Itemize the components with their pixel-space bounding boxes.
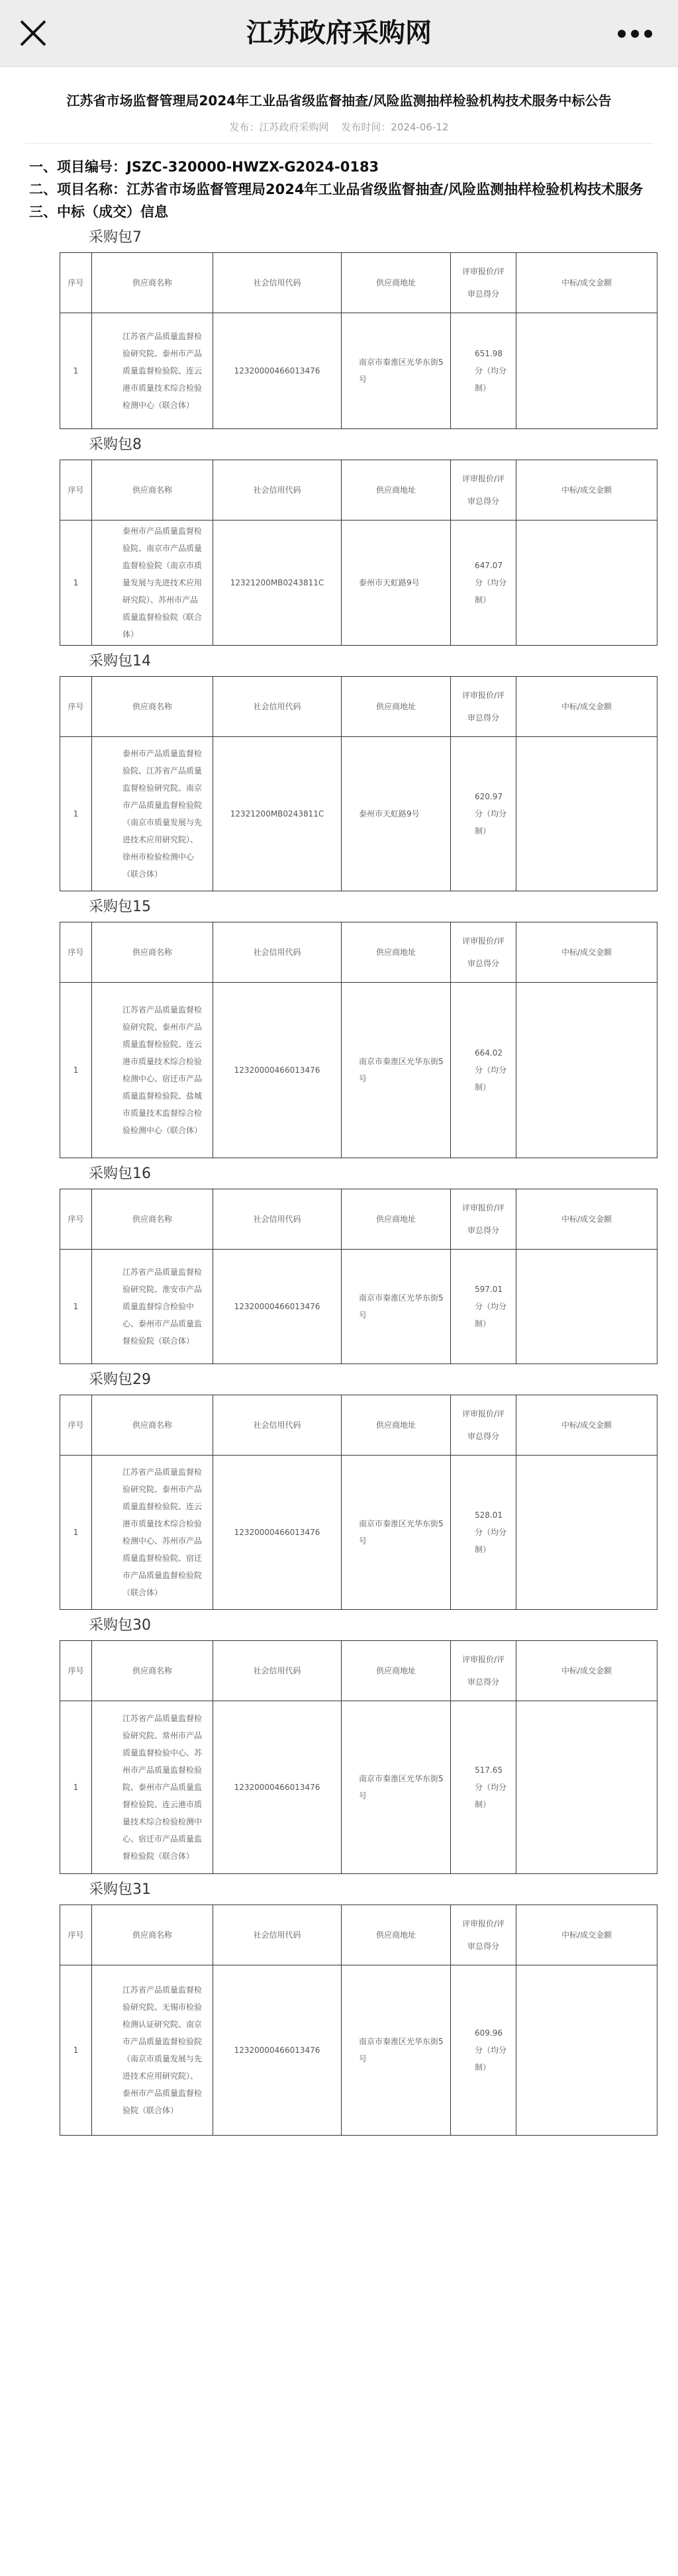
package-block xyxy=(25,897,653,1158)
top-bar xyxy=(0,0,678,67)
header-credit-code: 社会信用代码 xyxy=(213,253,342,313)
cell-amount xyxy=(516,1965,657,2136)
cell-address: 南京市秦淮区光华东街5号 xyxy=(342,1701,451,1874)
cell-no: 1 xyxy=(60,1965,92,2136)
article-title: 江苏省市场监督管理局2024年工业品省级监督抽查/风险监测抽样检验机构技术服务中标公告 xyxy=(66,93,612,109)
article xyxy=(0,91,678,2136)
cell-credit-code: 12320000466013476 xyxy=(213,1701,342,1874)
header-amount: 中标/成交金额 xyxy=(516,253,657,313)
header-amount: 中标/成交金额 xyxy=(516,1189,657,1250)
cell-credit-code: 12320000466013476 xyxy=(213,313,342,429)
package-block xyxy=(25,1164,653,1364)
table-row xyxy=(60,983,657,1158)
header-no: 序号 xyxy=(60,1905,92,1965)
header-address: 供应商地址 xyxy=(342,253,451,313)
table-row xyxy=(60,1965,657,2136)
table-row xyxy=(60,1250,657,1364)
cell-score: 651.98分（均分制） xyxy=(451,313,516,429)
cell-supplier: 江苏省产品质量监督检验研究院、常州市产品质量监督检验中心、苏州市产品质量监督检验院、泰州市产品质量监督检验院、连云港市质量技术综合检验检测中心、宿迁市产品质量监督检验院（联合体） xyxy=(92,1701,213,1874)
cell-amount xyxy=(516,1456,657,1610)
package-block xyxy=(25,227,653,429)
package-table xyxy=(60,1905,657,2136)
header-amount: 中标/成交金额 xyxy=(516,1905,657,1965)
cell-supplier: 江苏省产品质量监督检验研究院、泰州市产品质量监督检验院、连云港市质量技术综合检验检测中心、苏州市产品质量监督检验院、宿迁市产品质量监督检验院（联合体） xyxy=(92,1456,213,1610)
table-row xyxy=(60,1456,657,1610)
publish-time: 发布时间：2024-06-12 xyxy=(341,121,449,133)
header-score: 评审报价/评审总得分 xyxy=(451,1641,516,1701)
divider xyxy=(25,143,653,144)
header-amount: 中标/成交金额 xyxy=(516,460,657,520)
header-address: 供应商地址 xyxy=(342,460,451,520)
cell-credit-code: 12320000466013476 xyxy=(213,983,342,1158)
cell-score: 647.07分（均分制） xyxy=(451,520,516,646)
header-supplier: 供应商名称 xyxy=(92,1395,213,1456)
cell-no: 1 xyxy=(60,520,92,646)
header-credit-code: 社会信用代码 xyxy=(213,1189,342,1250)
package-block xyxy=(25,1615,653,1874)
header-score: 评审报价/评审总得分 xyxy=(451,1395,516,1456)
header-no: 序号 xyxy=(60,460,92,520)
header-credit-code: 社会信用代码 xyxy=(213,922,342,983)
header-credit-code: 社会信用代码 xyxy=(213,1641,342,1701)
cell-no: 1 xyxy=(60,313,92,429)
table-header-row xyxy=(60,253,657,313)
header-address: 供应商地址 xyxy=(342,1641,451,1701)
header-no: 序号 xyxy=(60,1395,92,1456)
cell-supplier: 泰州市产品质量监督检验院、江苏省产品质量监督检验研究院、南京市产品质量监督检验院（南京市质量发展与先进技术应用研究院）、徐州市检验检测中心（联合体） xyxy=(92,737,213,891)
header-score: 评审报价/评审总得分 xyxy=(451,1905,516,1965)
cell-address: 泰州市天虹路9号 xyxy=(342,520,451,646)
cell-no: 1 xyxy=(60,983,92,1158)
article-meta xyxy=(25,120,653,134)
cell-credit-code: 12320000466013476 xyxy=(213,1456,342,1610)
cell-address: 南京市秦淮区光华东街5号 xyxy=(342,1250,451,1364)
header-amount: 中标/成交金额 xyxy=(516,677,657,737)
header-amount: 中标/成交金额 xyxy=(516,1395,657,1456)
cell-no: 1 xyxy=(60,1456,92,1610)
package-label: 采购包30 xyxy=(89,1617,151,1634)
package-label: 采购包8 xyxy=(89,436,142,453)
table-header-row xyxy=(60,677,657,737)
table-header-row xyxy=(60,1395,657,1456)
cell-address: 南京市秦淮区光华东街5号 xyxy=(342,1456,451,1610)
publisher: 发布：江苏政府采购网 xyxy=(229,121,329,133)
package-table xyxy=(60,460,657,646)
cell-amount xyxy=(516,313,657,429)
header-supplier: 供应商名称 xyxy=(92,1189,213,1250)
header-credit-code: 社会信用代码 xyxy=(213,1905,342,1965)
cell-amount xyxy=(516,520,657,646)
package-label: 采购包14 xyxy=(89,653,151,669)
cell-amount xyxy=(516,737,657,891)
header-address: 供应商地址 xyxy=(342,1395,451,1456)
package-label: 采购包31 xyxy=(89,1881,151,1898)
packages-container xyxy=(25,227,653,2136)
header-score: 评审报价/评审总得分 xyxy=(451,460,516,520)
cell-supplier: 江苏省产品质量监督检验研究院、泰州市产品质量监督检验院、连云港市质量技术综合检验检测中心（联合体） xyxy=(92,313,213,429)
table-row xyxy=(60,520,657,646)
cell-score: 517.65分（均分制） xyxy=(451,1701,516,1874)
package-table xyxy=(60,676,657,891)
cell-amount xyxy=(516,983,657,1158)
package-label: 采购包16 xyxy=(89,1165,151,1182)
cell-credit-code: 12320000466013476 xyxy=(213,1250,342,1364)
package-label: 采购包7 xyxy=(89,229,142,246)
table-header-row xyxy=(60,1189,657,1250)
cell-address: 南京市秦淮区光华东街5号 xyxy=(342,983,451,1158)
table-header-row xyxy=(60,922,657,983)
header-no: 序号 xyxy=(60,253,92,313)
cell-amount xyxy=(516,1250,657,1364)
package-table xyxy=(60,252,657,429)
header-credit-code: 社会信用代码 xyxy=(213,460,342,520)
header-supplier: 供应商名称 xyxy=(92,922,213,983)
table-header-row xyxy=(60,460,657,520)
header-supplier: 供应商名称 xyxy=(92,677,213,737)
package-label: 采购包29 xyxy=(89,1371,151,1388)
header-address: 供应商地址 xyxy=(342,1189,451,1250)
header-no: 序号 xyxy=(60,677,92,737)
header-amount: 中标/成交金额 xyxy=(516,1641,657,1701)
cell-credit-code: 12321200MB0243811C xyxy=(213,520,342,646)
package-table xyxy=(60,1640,657,1874)
header-supplier: 供应商名称 xyxy=(92,1905,213,1965)
package-table xyxy=(60,1395,657,1610)
header-no: 序号 xyxy=(60,1641,92,1701)
cell-score: 528.01分（均分制） xyxy=(451,1456,516,1610)
header-supplier: 供应商名称 xyxy=(92,460,213,520)
cell-supplier: 江苏省产品质量监督检验研究院、淮安市产品质量监督综合检验中心、泰州市产品质量监督检验院（联合体） xyxy=(92,1250,213,1364)
header-no: 序号 xyxy=(60,1189,92,1250)
package-block xyxy=(25,434,653,646)
cell-address: 南京市秦淮区光华东街5号 xyxy=(342,313,451,429)
package-table xyxy=(60,1189,657,1364)
more-icon[interactable] xyxy=(617,29,653,38)
table-row xyxy=(60,313,657,429)
package-table xyxy=(60,922,657,1158)
cell-supplier: 江苏省产品质量监督检验研究院、泰州市产品质量监督检验院、连云港市质量技术综合检验检测中心、宿迁市产品质量监督检验院、盐城市质量技术监督综合检验检测中心（联合体） xyxy=(92,983,213,1158)
table-header-row xyxy=(60,1641,657,1701)
header-supplier: 供应商名称 xyxy=(92,253,213,313)
cell-credit-code: 12320000466013476 xyxy=(213,1965,342,2136)
cell-score: 609.96分（均分制） xyxy=(451,1965,516,2136)
table-row xyxy=(60,737,657,891)
header-credit-code: 社会信用代码 xyxy=(213,1395,342,1456)
cell-score: 597.01分（均分制） xyxy=(451,1250,516,1364)
cell-amount xyxy=(516,1701,657,1874)
cell-score: 620.97分（均分制） xyxy=(451,737,516,891)
table-header-row xyxy=(60,1905,657,1965)
header-address: 供应商地址 xyxy=(342,677,451,737)
header-credit-code: 社会信用代码 xyxy=(213,677,342,737)
cell-score: 664.02分（均分制） xyxy=(451,983,516,1158)
cell-credit-code: 12321200MB0243811C xyxy=(213,737,342,891)
header-score: 评审报价/评审总得分 xyxy=(451,677,516,737)
project-number: 一、项目编号：JSZC-320000-HWZX-G2024-0183 xyxy=(29,159,379,175)
cell-no: 1 xyxy=(60,737,92,891)
header-score: 评审报价/评审总得分 xyxy=(451,922,516,983)
cell-address: 南京市秦淮区光华东街5号 xyxy=(342,1965,451,2136)
header-amount: 中标/成交金额 xyxy=(516,922,657,983)
app-title: 江苏政府采购网 xyxy=(246,18,432,48)
cell-no: 1 xyxy=(60,1250,92,1364)
package-label: 采购包15 xyxy=(89,899,151,915)
cell-address: 泰州市天虹路9号 xyxy=(342,737,451,891)
header-score: 评审报价/评审总得分 xyxy=(451,253,516,313)
cell-supplier: 江苏省产品质量监督检验研究院、无锡市检验检测认证研究院、南京市产品质量监督检验院（南京市质量发展与先进技术应用研究院）、泰州市产品质量监督检验院（联合体） xyxy=(92,1965,213,2136)
header-address: 供应商地址 xyxy=(342,922,451,983)
header-address: 供应商地址 xyxy=(342,1905,451,1965)
package-block xyxy=(25,1369,653,1610)
header-no: 序号 xyxy=(60,922,92,983)
table-row xyxy=(60,1701,657,1874)
result-heading: 三、中标（成交）信息 xyxy=(29,204,168,220)
package-block xyxy=(25,1879,653,2136)
package-block xyxy=(25,651,653,891)
project-name: 二、项目名称：江苏省市场监督管理局2024年工业品省级监督抽查/风险监测抽样检验机构技术服务 xyxy=(29,181,644,197)
header-score: 评审报价/评审总得分 xyxy=(451,1189,516,1250)
cell-no: 1 xyxy=(60,1701,92,1874)
header-supplier: 供应商名称 xyxy=(92,1641,213,1701)
cell-supplier: 泰州市产品质量监督检验院、南京市产品质量监督检验院（南京市质量发展与先进技术应用研究院）、苏州市产品质量监督检验院（联合体） xyxy=(92,520,213,646)
